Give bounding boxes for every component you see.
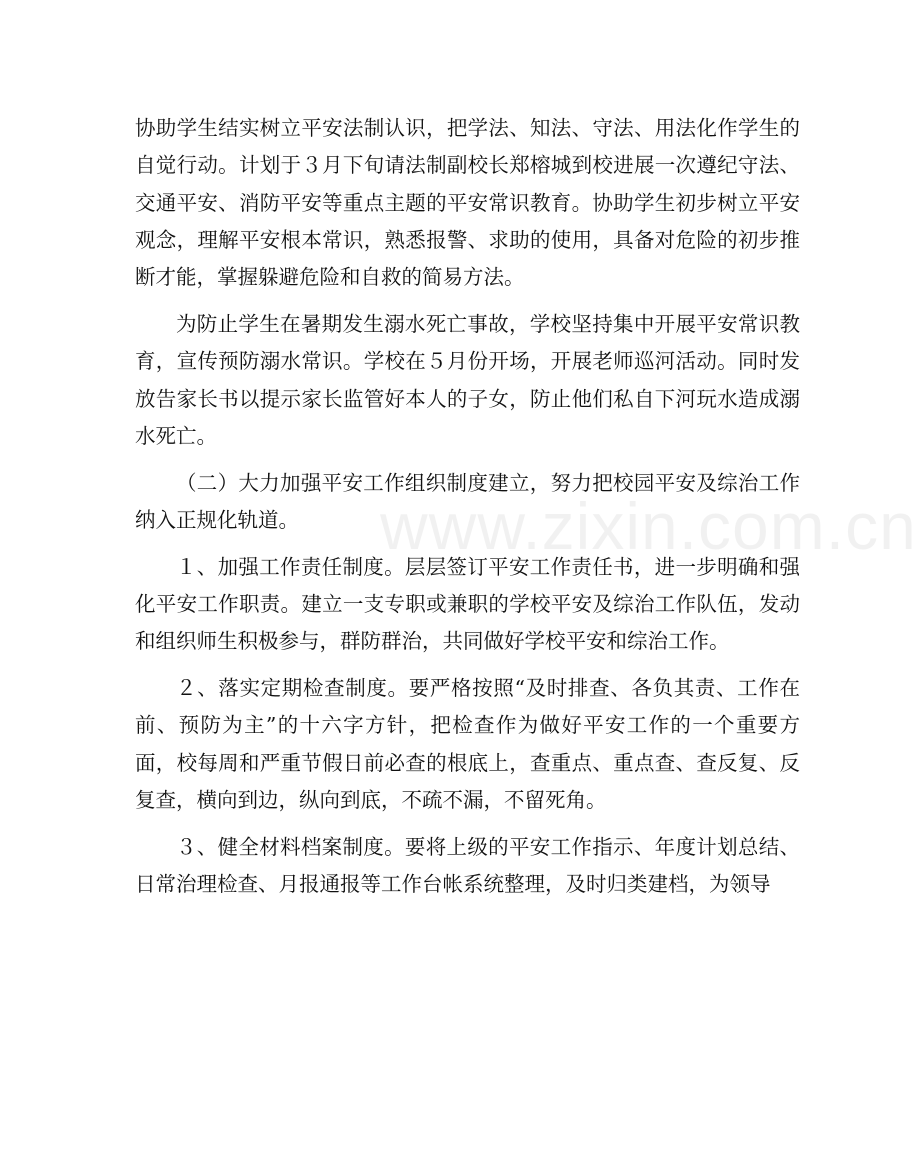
- paragraph-item-3: ３、健全材料档案制度。要将上级的平安工作指示、年度计划总结、日常治理检查、月报通报等工作台帐系统整理，及时归类建档，为领导: [135, 834, 800, 897]
- watermark: www.zixin.com.cn: [380, 489, 917, 563]
- paragraph-item-1: １、加强工作责任制度。层层签订平安工作责任书，进一步明确和强化平安工作职责。建立一支专职或兼职的学校平安及综治工作队伍，发动和组织师生积极参与，群防群治，共同做好学校平安和综治工作。: [135, 554, 800, 654]
- paragraph-section-heading: （二）大力加强平安工作组织制度建立，努力把校园平安及综治工作纳入正规化轨道。: [135, 470, 800, 532]
- paragraph-item-2: ２、落实定期检查制度。要严格按照“及时排查、各负其责、工作在前、预防为主”的十六字方针，把检查作为做好平安工作的一个重要方面，校每周和严重节假日前必查的根底上，查重点、重点查、查反复、反复查，横向到边，纵向到底，不疏不漏，不留死角。: [135, 676, 800, 813]
- paragraph-drowning-prevention: 为防止学生在暑期发生溺水死亡事故，学校坚持集中开展平安常识教育，宣传预防溺水常识。学校在５月份开场，开展老师巡河活动。同时发放告家长书以提示家长监管好本人的子女，防止他们私自下河玩水造成溺水死亡。: [135, 311, 800, 448]
- document-body: [135, 110, 800, 903]
- paragraph-continuation: 协助学生结实树立平安法制认识，把学法、知法、守法、用法化作学生的自觉行动。计划于３月下旬请法制副校长郑榕城到校进展一次遵纪守法、交通平安、消防平安等重点主题的平安常识教育。协助学生初步树立平安观念，理解平安根本常识，熟悉报警、求助的使用，具备对危险的初步推断才能，掌握躲避危险和自救的简易方法。: [135, 116, 800, 290]
